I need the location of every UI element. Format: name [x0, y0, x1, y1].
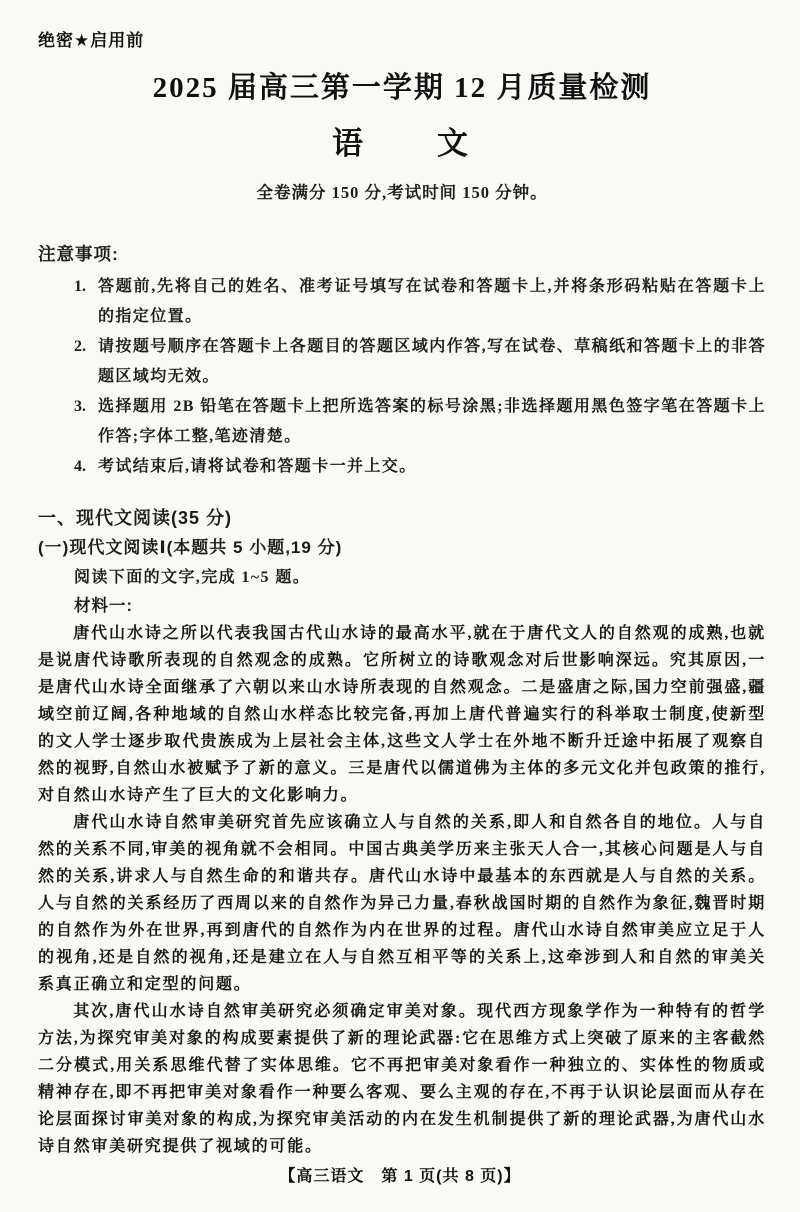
notice-list: [38, 272, 766, 482]
notice-item-text: 请按题号顺序在答题卡上各题目的答题区域内作答,写在试卷、草稿纸和答题卡上的非答题区域均无效。: [98, 338, 766, 385]
notice-item: [74, 272, 766, 332]
exam-info: 全卷满分 150 分,考试时间 150 分钟。: [256, 183, 548, 202]
notice-item: [74, 392, 766, 452]
reading-section: [38, 504, 766, 1160]
notice-section: [38, 241, 766, 482]
notice-item: [74, 332, 766, 392]
exam-title: 2025 届高三第一学期 12 月质量检测: [152, 72, 652, 104]
notice-item-number: 2.: [74, 338, 86, 355]
notice-item-number: 3.: [74, 398, 86, 415]
material-label: 材料一:: [74, 597, 133, 615]
classification-label: 绝密★启用前: [38, 31, 145, 50]
notice-item-number: 1.: [74, 278, 86, 295]
reading-instruction: 阅读下面的文字,完成 1~5 题。: [74, 569, 311, 586]
subject-title: 语 文: [332, 126, 472, 161]
page-footer: 【高三语文 第 1 页(共 8 页)】: [279, 1168, 521, 1185]
material-body: [38, 620, 766, 1160]
notice-item-text: 选择题用 2B 铅笔在答题卡上把所选答案的标号涂黑;非选择题用黑色签字笔在答题卡上作答;字体工整,笔迹清楚。: [98, 398, 766, 445]
notice-item: [74, 452, 766, 482]
subsection-heading: (一)现代文阅读Ⅰ(本题共 5 小题,19 分): [38, 538, 343, 557]
notice-heading: 注意事项:: [38, 244, 119, 264]
section-heading: 一、现代文阅读(35 分): [38, 508, 233, 528]
notice-item-text: 考试结束后,请将试卷和答题卡一并上交。: [98, 458, 417, 475]
material-paragraph: 唐代山水诗自然审美研究首先应该确立人与自然的关系,即人和自然各自的地位。人与自然的关系不同,审美的视角就不会相同。中国古典美学历来主张天人合一,其核心问题是人与自然的关系,讲求人与自然生命的和谐共存。唐代山水诗中最基本的东西就是人与自然的关系。人与自然的关系经历了西周以来的自然作为异己力量,春秋战国时期的自然作为象征,魏晋时期的自然作为外在世界,再到唐代的自然作为内在世界的过程。唐代山水诗自然审美应立足于人的视角,还是自然的视角,还是建立在人与自然互相平等的关系上,这牵涉到人和自然的审美关系真正确立和定型的问题。: [38, 814, 766, 993]
notice-item-number: 4.: [74, 458, 86, 475]
notice-item-text: 答题前,先将自己的姓名、准考证号填写在试卷和答题卡上,并将条形码粘贴在答题卡上的指定位置。: [98, 278, 766, 325]
material-paragraph: 其次,唐代山水诗自然审美研究必须确定审美对象。现代西方现象学作为一种特有的哲学方法,为探究审美对象的构成要素提供了新的理论武器:它在思维方式上突破了原来的主客截然二分模式,用关系思维代替了实体思维。它不再把审美对象看作一种独立的、实体性的物质或精神存在,即不再把审美对象看作一种要么客观、要么主观的存在,不再于认识论层面而从存在论层面探讨审美对象的构成,为探究审美活动的内在发生机制提供了新的理论武器,为唐代山水诗自然审美研究提供了视域的可能。: [38, 1003, 766, 1155]
material-paragraph: 唐代山水诗之所以代表我国古代山水诗的最高水平,就在于唐代文人的自然观的成熟,也就是说唐代诗歌所表现的自然观念的成熟。它所树立的诗歌观念对后世影响深远。究其原因,一是唐代山水诗全面继承了六朝以来山水诗所表现的自然观念。二是盛唐之际,国力空前强盛,疆域空前辽阔,各种地域的自然山水样态比较完备,再加上唐代普遍实行的科举取士制度,使新型的文人学士逐步取代贵族成为上层社会主体,这些文人学士在外地不断升迁途中拓展了观察自然的视野,自然山水被赋予了新的意义。三是唐代以儒道佛为主体的多元文化并包政策的推行,对自然山水诗产生了巨大的文化影响力。: [38, 625, 766, 804]
